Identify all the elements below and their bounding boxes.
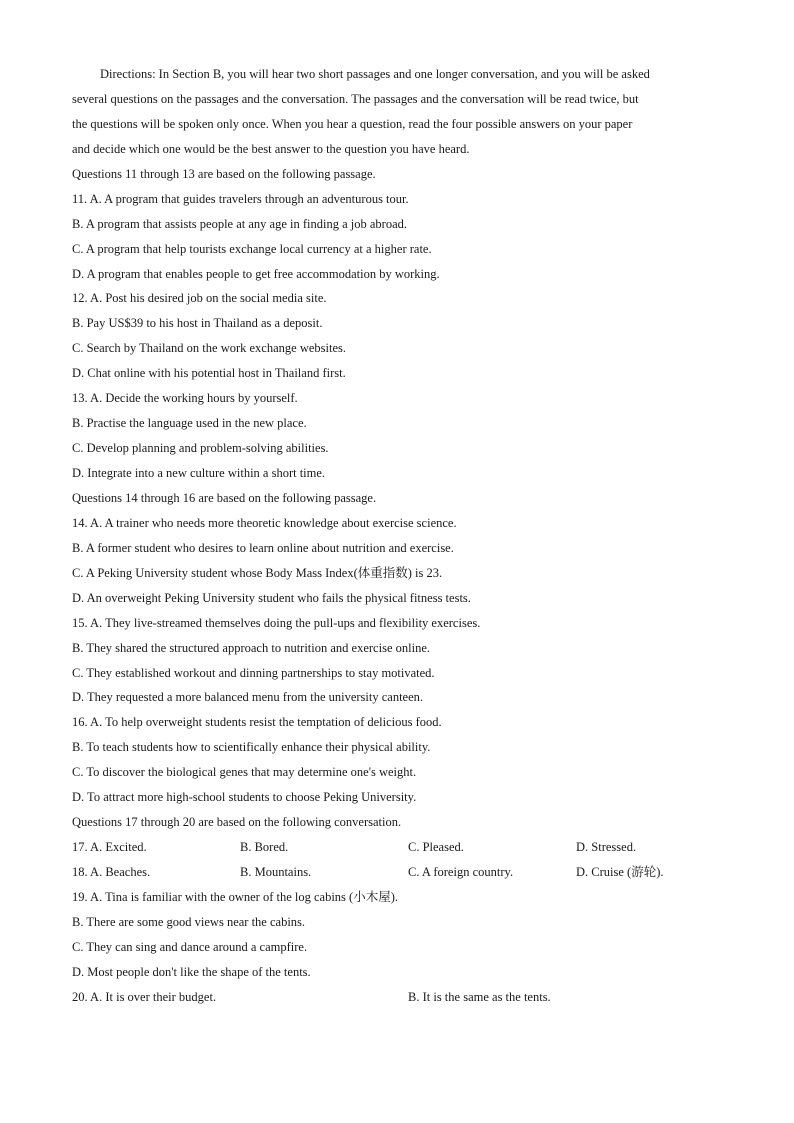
- option-d: D. Integrate into a new culture within a short time.: [72, 466, 326, 480]
- option-d: D. A program that enables people to get free accommodation by working.: [72, 266, 440, 281]
- exam-page: [72, 62, 722, 1010]
- option-b: B. Mountains.: [240, 865, 312, 879]
- option-a: 17. A. Excited.: [72, 840, 147, 855]
- passage-1-section: [72, 162, 722, 486]
- option-c: C. Search by Thailand on the work exchange websites.: [72, 341, 346, 356]
- option-a: 11. A. A program that guides travelers through an adventurous tour.: [72, 191, 409, 206]
- option-a: 12. A. Post his desired job on the social media site.: [72, 291, 327, 306]
- option-c: C. A Peking University student whose Body Mass Index(体重指数) is 23.: [72, 565, 443, 580]
- option-d: D. To attract more high-school students to choose Peking University.: [72, 790, 417, 805]
- question-16: [72, 710, 722, 810]
- option-b: B. Practise the language used in the new place.: [72, 416, 307, 431]
- option-d: D. Cruise (游轮).: [576, 865, 664, 879]
- directions-line: Directions: In Section B, you will hear two short passages and one longer conversation, and you will be asked: [100, 67, 650, 81]
- section-intro: Questions 17 through 20 are based on the following conversation.: [72, 815, 402, 830]
- question-14: [72, 511, 722, 611]
- question-15: [72, 611, 722, 711]
- option-b: B. It is the same as the tents.: [408, 989, 551, 1004]
- option-c: C. To discover the biological genes that may determine one's weight.: [72, 765, 417, 780]
- option-a: 20. A. It is over their budget.: [72, 989, 217, 1004]
- directions: [72, 62, 722, 162]
- option-b: B. To teach students how to scientifically enhance their physical ability.: [72, 740, 431, 755]
- question-18: [72, 860, 722, 885]
- directions-line: several questions on the passages and the conversation. The passages and the conversation will be read twice, but: [72, 91, 639, 106]
- option-c: C. Develop planning and problem-solving abilities.: [72, 441, 329, 456]
- option-b: B. A former student who desires to learn online about nutrition and exercise.: [72, 540, 454, 555]
- question-19: [72, 885, 722, 985]
- option-b: B. Bored.: [240, 840, 289, 855]
- question-17: [72, 835, 722, 860]
- option-d: D. They requested a more balanced menu from the university canteen.: [72, 690, 424, 705]
- option-b: B. A program that assists people at any age in finding a job abroad.: [72, 216, 407, 231]
- directions-line: and decide which one would be the best answer to the question you have heard.: [72, 141, 470, 156]
- option-a: 16. A. To help overweight students resist the temptation of delicious food.: [72, 715, 442, 730]
- question-12: [72, 286, 722, 386]
- option-b: B. Pay US$39 to his host in Thailand as a deposit.: [72, 316, 323, 331]
- option-a: 14. A. A trainer who needs more theoretic knowledge about exercise science.: [72, 515, 457, 530]
- option-a: 15. A. They live-streamed themselves doing the pull-ups and flexibility exercises.: [72, 615, 481, 630]
- option-d: D. Most people don't like the shape of the tents.: [72, 964, 311, 979]
- option-a: 19. A. Tina is familiar with the owner of the log cabins (小木屋).: [72, 889, 399, 904]
- option-c: C. They can sing and dance around a campfire.: [72, 939, 308, 954]
- option-c: C. They established workout and dinning partnerships to stay motivated.: [72, 665, 435, 680]
- option-c: C. A program that help tourists exchange local currency at a higher rate.: [72, 241, 432, 256]
- question-13: [72, 386, 722, 486]
- question-20: [72, 985, 722, 1010]
- option-d: D. Stressed.: [576, 840, 637, 855]
- section-intro: Questions 14 through 16 are based on the following passage.: [72, 490, 377, 505]
- passage-2-section: [72, 486, 722, 810]
- option-c: C. A foreign country.: [408, 865, 514, 879]
- option-d: D. Chat online with his potential host in Thailand first.: [72, 366, 346, 381]
- conversation-section: [72, 810, 722, 1010]
- option-a: 18. A. Beaches.: [72, 865, 151, 879]
- section-intro: Questions 11 through 13 are based on the following passage.: [72, 166, 376, 181]
- option-b: B. They shared the structured approach to nutrition and exercise online.: [72, 640, 430, 655]
- option-b: B. There are some good views near the cabins.: [72, 914, 306, 929]
- option-a: 13. A. Decide the working hours by yourself.: [72, 391, 298, 406]
- option-c: C. Pleased.: [408, 840, 464, 855]
- directions-line: the questions will be spoken only once. When you hear a question, read the four possible answers on your paper: [72, 116, 633, 131]
- option-d: D. An overweight Peking University student who fails the physical fitness tests.: [72, 590, 471, 605]
- question-11: [72, 187, 722, 287]
